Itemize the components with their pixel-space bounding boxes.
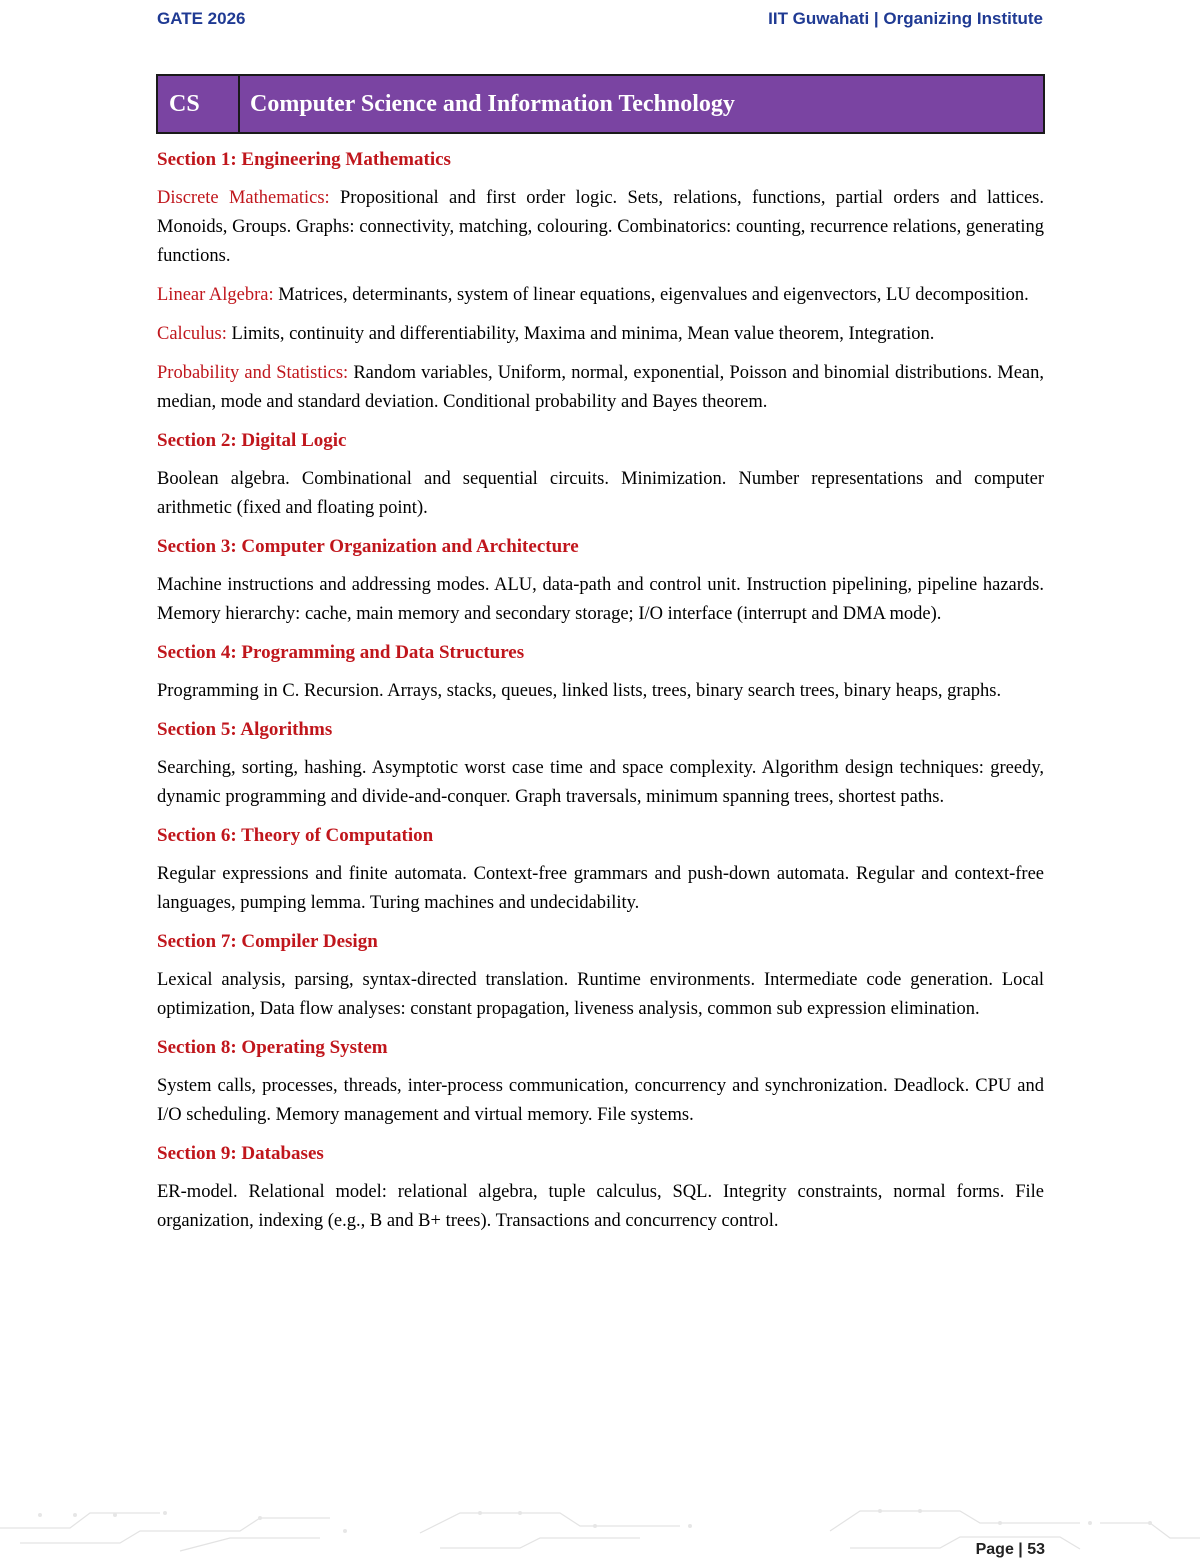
- section-heading: Section 8: Operating System: [157, 1037, 388, 1058]
- syllabus-content: [157, 146, 1044, 1246]
- topic-text: Random variables, Uniform, normal, exponential, Poisson and binomial distributions. Mean, median, mode and standard deviation. Conditional probability and Bayes theorem.: [157, 363, 1044, 412]
- topic-text: Lexical analysis, parsing, syntax-directed translation. Runtime environments. Intermediate code generation. Local optimization, Data flow analyses: constant propagation, liveness analysis, common sub expression elimination.: [157, 970, 1044, 1019]
- section-paragraph: [157, 359, 1044, 417]
- section-paragraph: [157, 184, 1044, 271]
- section-paragraph: [157, 571, 1044, 629]
- header-exam-name: GATE 2026: [157, 9, 246, 28]
- section-heading: Section 3: Computer Organization and Architecture: [157, 536, 579, 557]
- section-paragraph: [157, 320, 1044, 349]
- topic-label: Calculus:: [157, 324, 227, 344]
- topic-label: Probability and Statistics:: [157, 363, 349, 383]
- section-heading: Section 2: Digital Logic: [157, 430, 347, 451]
- topic-text: System calls, processes, threads, inter-process communication, concurrency and synchronization. Deadlock. CPU and I/O scheduling. Memory management and virtual memory. File systems.: [157, 1076, 1044, 1125]
- section-paragraph: [157, 966, 1044, 1024]
- topic-text: Boolean algebra. Combinational and sequential circuits. Minimization. Number representations and computer arithmetic (fixed and floating point).: [157, 469, 1044, 518]
- section-paragraph: [157, 677, 1044, 706]
- section-heading: Section 9: Databases: [157, 1143, 324, 1164]
- topic-text: Searching, sorting, hashing. Asymptotic worst case time and space complexity. Algorithm design techniques: greedy, dynamic programming and divide-and-conquer. Graph traversals, minimum spanning trees, shortest paths.: [157, 758, 1044, 807]
- page-footer: [0, 1493, 1200, 1558]
- topic-text: Programming in C. Recursion. Arrays, stacks, queues, linked lists, trees, binary search trees, binary heaps, graphs.: [157, 681, 1002, 701]
- section-paragraph: [157, 860, 1044, 918]
- section-heading: Section 5: Algorithms: [157, 719, 333, 740]
- section-paragraph: [157, 1072, 1044, 1130]
- section-heading: Section 7: Compiler Design: [157, 931, 378, 952]
- section-paragraph: [157, 1178, 1044, 1236]
- topic-text: Matrices, determinants, system of linear equations, eigenvalues and eigenvectors, LU decomposition.: [273, 285, 1029, 305]
- paper-title-box: [156, 74, 1045, 134]
- section-paragraph: [157, 754, 1044, 812]
- section-heading: Section 4: Programming and Data Structures: [157, 642, 525, 663]
- section-heading: Section 1: Engineering Mathematics: [157, 149, 451, 170]
- header-institute: IIT Guwahati | Organizing Institute: [768, 9, 1043, 28]
- topic-text: Propositional and first order logic. Sets, relations, functions, partial orders and lattices. Monoids, Groups. Graphs: connectivity, matching, colouring. Combinatorics: counting, recurrence relations, generating functions.: [157, 188, 1045, 266]
- paper-name: Computer Science and Information Technology: [250, 90, 735, 117]
- topic-text: Regular expressions and finite automata. Context-free grammars and push-down automata. Regular and context-free languages, pumping lemma. Turing machines and undecidability.: [157, 864, 1044, 913]
- topic-label: Linear Algebra:: [157, 285, 274, 305]
- topic-text: Machine instructions and addressing modes. ALU, data-path and control unit. Instruction pipelining, pipeline hazards. Memory hierarchy: cache, main memory and secondary storage; I/O interface (interrupt and DMA mode).: [157, 575, 1044, 624]
- paper-code: CS: [158, 76, 240, 132]
- section-paragraph: [157, 465, 1044, 523]
- section-paragraph: [157, 281, 1044, 310]
- page-number: Page | 53: [975, 1541, 1045, 1558]
- topic-text: Limits, continuity and differentiability, Maxima and minima, Mean value theorem, Integration.: [226, 324, 935, 344]
- page-header: [157, 6, 1043, 32]
- topic-label: Discrete Mathematics:: [157, 188, 330, 208]
- topic-text: ER-model. Relational model: relational algebra, tuple calculus, SQL. Integrity constraints, normal forms. File organization, indexing (e.g., B and B+ trees). Transactions and concurrency control.: [157, 1182, 1044, 1231]
- section-heading: Section 6: Theory of Computation: [157, 825, 434, 846]
